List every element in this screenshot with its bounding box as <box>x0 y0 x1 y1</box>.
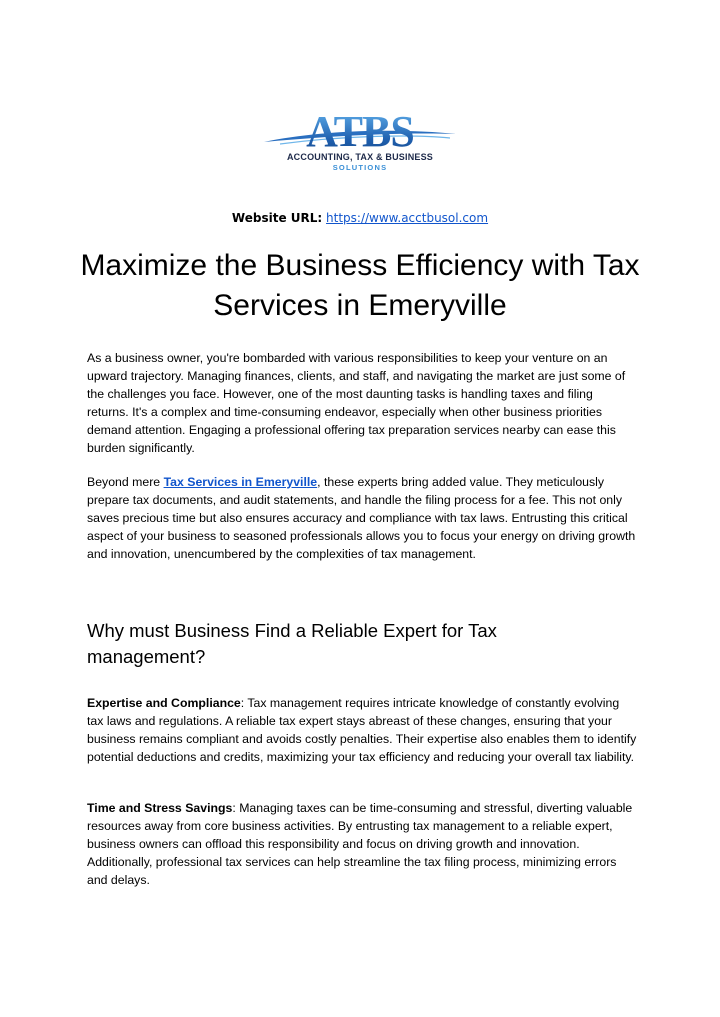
website-url-link[interactable]: https://www.acctbusol.com <box>326 211 489 225</box>
services-paragraph-lead: Beyond mere <box>87 475 164 489</box>
time-savings-term: Time and Stress Savings <box>87 801 233 815</box>
logo-subtagline: SOLUTIONS <box>332 163 388 172</box>
tax-services-link[interactable]: Tax Services in Emeryville <box>163 475 318 489</box>
website-url-label: Website URL: <box>231 211 323 225</box>
services-paragraph-body: , these experts bring added value. They meticulously prepare tax documents, and audit statements, and handle the filing process for a fee. This not only saves precious time but also ensures accuracy and compliance with tax laws. Entrusting this critical aspect of your business to seasoned professionals allows you to focus your energy on driving growth and innovation, unencumbered by the complexities of tax management. <box>87 475 636 561</box>
time-savings-text: : Managing taxes can be time-consuming and stressful, diverting valuable resources away from core business activities. By entrusting tax management to a reliable expert, business owners can offload this responsibility and focus on driving growth and innovation. Additionally, professional tax services can help streamline the tax filing process, minimizing errors and delays. <box>87 801 633 887</box>
services-paragraph <box>87 473 637 563</box>
atbs-logo <box>260 107 460 174</box>
expertise-term: Expertise and Compliance <box>87 696 241 710</box>
logo-letters: ATBS <box>270 112 450 152</box>
section-heading: Why must Business Find a Reliable Expert for Tax management? <box>87 620 497 667</box>
expertise-paragraph <box>87 694 637 766</box>
time-savings-paragraph <box>87 799 637 889</box>
intro-paragraph: As a business owner, you're bombarded with various responsibilities to keep your venture on an upward trajectory. Managing finances, clients, and staff, and navigating the market are just some of the challenges you face. However, one of the most daunting tasks is handling taxes and filing returns. It's a complex and time-consuming endeavor, especially when other business priorities demand attention. Engaging a professional offering tax preparation services nearby can ease this burden significantly. <box>87 351 626 455</box>
logo-tagline: ACCOUNTING, TAX & BUSINESS <box>286 152 434 162</box>
website-url-line <box>0 211 720 225</box>
expertise-text: : Tax management requires intricate knowledge of constantly evolving tax laws and regulations. A reliable tax expert stays abreast of these changes, ensuring that your business remains compliant and avoids costly penalties. Their expertise also enables them to identify potential deductions and credits, maximizing your tax efficiency and reducing your overall tax liability. <box>87 696 637 764</box>
page-title: Maximize the Business Efficiency with Tax Services in Emeryville <box>80 249 640 322</box>
